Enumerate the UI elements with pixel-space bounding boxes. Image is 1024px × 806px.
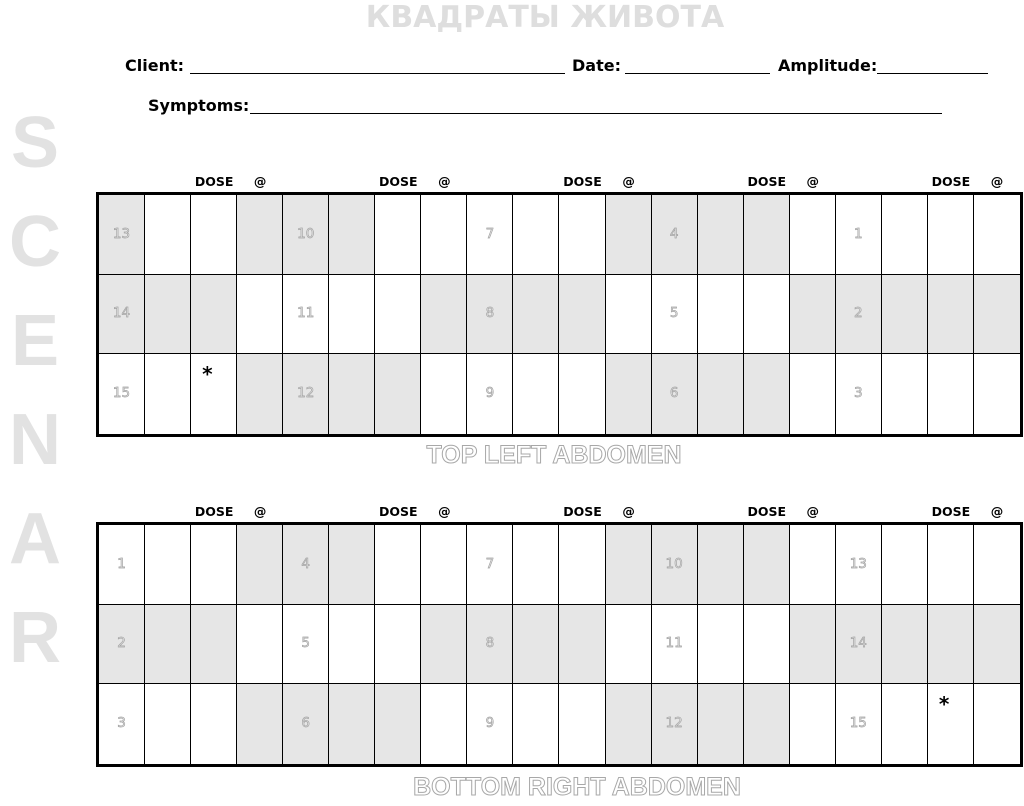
grid-cell [882, 275, 928, 355]
grid-cell [928, 195, 974, 275]
grid-cell [559, 354, 605, 434]
grid-cell [145, 605, 191, 685]
square-number-cell: 8 [467, 275, 513, 355]
grid-cell [513, 275, 559, 355]
square-number-cell: 15 [836, 684, 882, 764]
grid-cell [375, 354, 421, 434]
column-header-dose: DOSE [194, 174, 234, 189]
grid-cell [744, 354, 790, 434]
square-number-cell: 6 [283, 684, 329, 764]
grid-cell [513, 525, 559, 605]
column-header-at: @ [253, 174, 267, 189]
grid-cell [790, 525, 836, 605]
square-number-cell: 9 [467, 354, 513, 434]
grid-cell [882, 354, 928, 434]
square-number-cell: 2 [836, 275, 882, 355]
grid-cell [421, 275, 467, 355]
grid-cell [191, 195, 237, 275]
column-header-at: @ [990, 174, 1004, 189]
column-header-at: @ [806, 174, 820, 189]
grid-cell [882, 525, 928, 605]
column-header-at: @ [622, 504, 635, 519]
grid-cell [559, 684, 605, 764]
grid-cell [559, 275, 605, 355]
column-header-blank [329, 504, 375, 520]
column-header-blank [283, 174, 329, 190]
square-number-cell: 12 [283, 354, 329, 434]
square-number-cell: 14 [836, 605, 882, 685]
grid-cell [375, 525, 421, 605]
column-header-at: @ [990, 504, 1004, 519]
grid-cell [421, 525, 467, 605]
grid-cell [606, 605, 652, 685]
column-header-blank [99, 504, 145, 520]
square-number-cell: 9 [467, 684, 513, 764]
grid-cell [606, 275, 652, 355]
grid-cell [145, 684, 191, 764]
grid-cell [698, 195, 744, 275]
column-header-blank [698, 504, 744, 520]
column-header-blank [882, 504, 928, 520]
grid-cell [375, 195, 421, 275]
square-number-cell: 5 [283, 605, 329, 685]
grid-cell [928, 354, 974, 434]
grid-cell [606, 684, 652, 764]
grid-cell [606, 525, 652, 605]
column-header-dose: DOSE [931, 504, 971, 519]
grid-cell [237, 195, 283, 275]
column-header-dose: DOSE [563, 174, 602, 189]
grid-cell [237, 684, 283, 764]
column-header-blank [882, 174, 928, 190]
grid-cell [744, 275, 790, 355]
top-table-header-row [99, 174, 1020, 190]
grid-cell [790, 684, 836, 764]
column-header-blank [652, 504, 698, 520]
grid-cell [974, 275, 1020, 355]
column-header-dose: DOSE [747, 504, 786, 519]
date-field-line [625, 73, 770, 74]
grid-cell [744, 605, 790, 685]
grid-cell [882, 684, 928, 764]
top-table-caption: TOP LEFT ABDOMEN [426, 441, 682, 469]
grid-cell [237, 275, 283, 355]
grid-cell [421, 354, 467, 434]
amplitude-label: Amplitude: [778, 56, 878, 75]
date-label: Date: [572, 56, 621, 75]
grid-cell [744, 525, 790, 605]
column-header-blank [99, 174, 145, 190]
column-header-dose: DOSE [194, 504, 234, 519]
square-number-cell: 11 [652, 605, 698, 685]
grid-cell [329, 354, 375, 434]
column-header-blank [513, 174, 559, 190]
grid-cell [744, 195, 790, 275]
amplitude-field-line [877, 73, 988, 74]
grid-cell [882, 195, 928, 275]
column-header-blank [836, 174, 882, 190]
grid-cell [790, 354, 836, 434]
grid-cell [928, 605, 974, 685]
grid-cell [974, 195, 1020, 275]
bottom-table-caption: BOTTOM RIGHT ABDOMEN [413, 773, 741, 801]
grid-cell [513, 605, 559, 685]
square-number-cell: 10 [283, 195, 329, 275]
column-header-blank [329, 174, 375, 190]
square-number-cell: 12 [652, 684, 698, 764]
grid-cell [191, 525, 237, 605]
scenar-letter: E [10, 301, 60, 381]
grid-cell [329, 195, 375, 275]
grid-cell [191, 275, 237, 355]
square-number-cell: 13 [99, 195, 145, 275]
square-number-cell: 7 [467, 195, 513, 275]
grid-cell [513, 684, 559, 764]
grid-cell [882, 605, 928, 685]
page-title: КВАДРАТЫ ЖИВОТА [365, 0, 725, 35]
scenar-letter: R [9, 598, 61, 678]
column-header-at: @ [806, 504, 820, 519]
scenar-vertical-text [0, 94, 70, 688]
scenar-letter: C [9, 202, 61, 282]
grid-cell [790, 275, 836, 355]
grid-cell [145, 195, 191, 275]
grid-cell [513, 354, 559, 434]
grid-cell [974, 525, 1020, 605]
column-header-dose: DOSE [747, 174, 786, 189]
grid-cell [559, 525, 605, 605]
column-header-blank [467, 504, 513, 520]
grid-cell [375, 275, 421, 355]
square-number-cell: 1 [99, 525, 145, 605]
column-header-dose: DOSE [379, 174, 418, 189]
grid-cell [790, 195, 836, 275]
square-number-cell: 4 [652, 195, 698, 275]
client-field-line [190, 73, 565, 74]
column-header-dose: DOSE [379, 504, 418, 519]
column-header-at: @ [253, 504, 267, 519]
grid-cell [421, 605, 467, 685]
grid-cell [329, 525, 375, 605]
square-number-cell: 1 [836, 195, 882, 275]
column-header-blank [145, 174, 191, 190]
bottom-right-abdomen-grid [96, 522, 1023, 767]
scenar-letter: N [9, 400, 61, 480]
grid-cell [237, 525, 283, 605]
grid-cell [928, 525, 974, 605]
grid-cell [606, 195, 652, 275]
grid-cell [329, 605, 375, 685]
column-header-blank [698, 174, 744, 190]
column-header-at: @ [438, 504, 451, 519]
grid-cell [145, 354, 191, 434]
square-number-cell: 5 [652, 275, 698, 355]
grid-cell [744, 684, 790, 764]
client-label: Client: [125, 56, 184, 75]
column-header-at: @ [438, 174, 451, 189]
scenar-letter: S [10, 103, 60, 183]
column-header-blank [513, 504, 559, 520]
grid-cell [559, 605, 605, 685]
grid-cell [375, 605, 421, 685]
grid-cell [974, 684, 1020, 764]
grid-cell [191, 605, 237, 685]
grid-cell [145, 525, 191, 605]
square-number-cell: 15 [99, 354, 145, 434]
square-number-cell: 13 [836, 525, 882, 605]
grid-cell [237, 605, 283, 685]
column-header-blank [836, 504, 882, 520]
grid-cell [375, 684, 421, 764]
column-header-blank [145, 504, 191, 520]
marked-cell: * [191, 354, 237, 434]
square-number-cell: 6 [652, 354, 698, 434]
grid-cell [698, 354, 744, 434]
symptoms-field-line [250, 113, 942, 114]
grid-cell [698, 525, 744, 605]
grid-cell [974, 354, 1020, 434]
top-left-abdomen-grid [96, 192, 1023, 437]
grid-cell [329, 275, 375, 355]
grid-cell [974, 605, 1020, 685]
grid-cell [790, 605, 836, 685]
symptoms-label: Symptoms: [148, 96, 250, 115]
column-header-at: @ [622, 174, 635, 189]
column-header-dose: DOSE [563, 504, 602, 519]
column-header-blank [283, 504, 329, 520]
scenar-letter: A [9, 499, 61, 579]
column-header-blank [467, 174, 513, 190]
square-number-cell: 14 [99, 275, 145, 355]
square-number-cell: 10 [652, 525, 698, 605]
square-number-cell: 3 [99, 684, 145, 764]
square-number-cell: 11 [283, 275, 329, 355]
grid-cell [145, 275, 191, 355]
square-number-cell: 3 [836, 354, 882, 434]
marked-cell: * [928, 684, 974, 764]
grid-cell [513, 195, 559, 275]
column-header-blank [652, 174, 698, 190]
square-number-cell: 2 [99, 605, 145, 685]
column-header-dose: DOSE [931, 174, 971, 189]
grid-cell [606, 354, 652, 434]
square-number-cell: 7 [467, 525, 513, 605]
grid-cell [329, 684, 375, 764]
grid-cell [421, 684, 467, 764]
grid-cell [698, 684, 744, 764]
grid-cell [928, 275, 974, 355]
grid-cell [237, 354, 283, 434]
grid-cell [421, 195, 467, 275]
grid-cell [698, 275, 744, 355]
bottom-table-header-row [99, 504, 1020, 520]
grid-cell [559, 195, 605, 275]
square-number-cell: 8 [467, 605, 513, 685]
grid-cell [698, 605, 744, 685]
grid-cell [191, 684, 237, 764]
square-number-cell: 4 [283, 525, 329, 605]
